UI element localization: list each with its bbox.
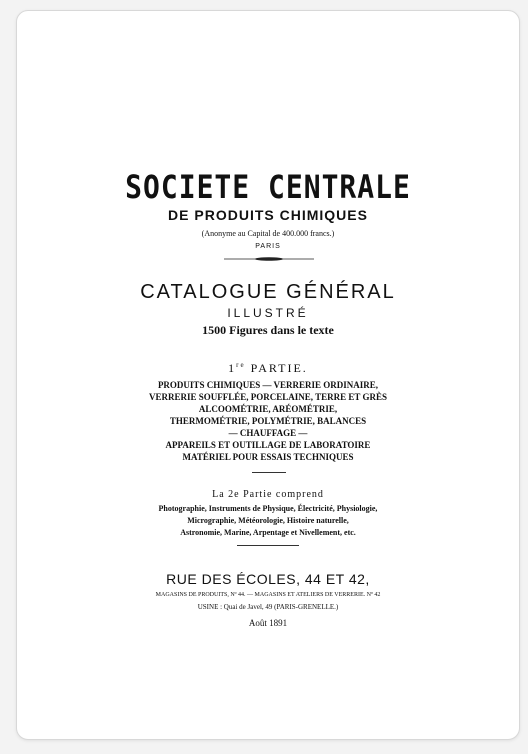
list-item: Micrographie, Météorologie, Histoire naturelle, (187, 516, 349, 525)
company-subtitle: DE PRODUITS CHIMIQUES (168, 207, 368, 223)
list-item: MATÉRIEL POUR ESSAIS TECHNIQUES (182, 452, 354, 462)
list-item: PRODUITS CHIMIQUES — VERRERIE ORDINAIRE, (157, 380, 379, 390)
list-item: THERMOMÉTRIE, POLYMÉTRIE, BALANCES (169, 416, 367, 426)
part-one-number: 1 (228, 361, 237, 375)
part-two-heading: La 2e Partie comprend (212, 489, 324, 500)
publication-date: Août 1891 (248, 618, 288, 628)
part-one-heading (17, 361, 519, 376)
capital-note: (Anonyme au Capital de 400.000 francs.) (201, 229, 335, 238)
catalogue-title: CATALOGUE GÉNÉRAL (140, 281, 396, 303)
part-one-label: PARTIE. (250, 361, 308, 375)
street-address: RUE DES ÉCOLES, 44 ET 42, (166, 571, 370, 587)
part-one-ordinal: re (236, 361, 246, 369)
list-item: APPAREILS ET OUTILLAGE DE LABORATOIRE (165, 440, 371, 450)
city-label: PARIS (255, 243, 281, 250)
ornament-divider (224, 257, 314, 261)
list-item: — CHAUFFAGE — (228, 428, 308, 438)
list-item: Astronomie, Marine, Arpentage et Nivellement, etc. (180, 528, 356, 537)
factory-line: USINE : Quai de Javel, 49 (PARIS-GRENELLE.) (197, 603, 339, 611)
figures-count: 1500 Figures dans le texte (202, 323, 334, 337)
part-two-list (17, 503, 519, 539)
stores-line: MAGASINS DE PRODUITS, Nº 44. — MAGASINS ET ATELIERS DE VERRERIE. Nº 42 (155, 592, 381, 598)
list-item: ALCOOMÉTRIE, ARÉOMÉTRIE, (198, 404, 338, 414)
company-name: SOCIETE CENTRALE (125, 168, 411, 206)
catalogue-title-page (16, 10, 520, 740)
divider (237, 545, 299, 546)
part-one-list (17, 379, 519, 463)
list-item: Photographie, Instruments de Physique, Électricité, Physiologie, (158, 504, 378, 513)
divider (252, 472, 286, 473)
illustrated-label: ILLUSTRÉ (227, 306, 309, 320)
list-item: VERRERIE SOUFFLÉE, PORCELAINE, TERRE ET GRÈS (149, 392, 387, 402)
